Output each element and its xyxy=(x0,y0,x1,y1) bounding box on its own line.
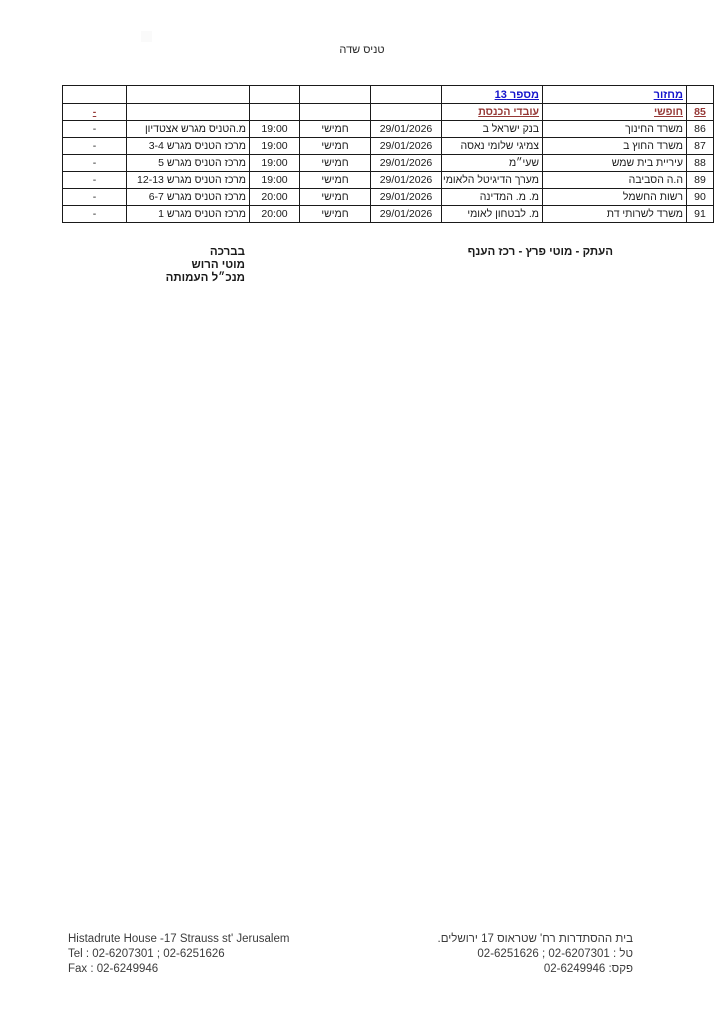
cell-result: - xyxy=(63,206,127,223)
footer-tel-en: Tel : 02-6207301 ; 02-6251626 xyxy=(68,948,225,960)
schedule-table xyxy=(62,85,714,223)
cell-day: חמישי xyxy=(300,155,371,172)
table-row xyxy=(63,155,714,172)
cell-venue: מרכז הטניס מגרש 5 xyxy=(127,155,250,172)
footer-address-en: Histadrute House -17 Strauss st' Jerusalem xyxy=(68,933,290,945)
cell-venue xyxy=(127,104,250,121)
cell-away-team: מ. מ. המדינה xyxy=(442,189,543,206)
footer-tel-he: טל : 02-6207301 ; 02-6251626 xyxy=(477,948,633,960)
cell-home-team: עיריית בית שמש xyxy=(543,155,687,172)
cell-day: חמישי xyxy=(300,172,371,189)
cell-time: 19:00 xyxy=(250,155,300,172)
cell-venue: מרכז הטניס מגרש 6-7 xyxy=(127,189,250,206)
cell-away-team: עובדי הכנסת xyxy=(442,104,543,121)
cell-result: - xyxy=(63,172,127,189)
table-header-row xyxy=(63,86,714,104)
cell-day: חמישי xyxy=(300,189,371,206)
signature-name: מוטי הרוש xyxy=(191,259,245,271)
table-row xyxy=(63,104,714,121)
table-row xyxy=(63,138,714,155)
signature-role: מנכ״ל העמותה xyxy=(165,272,245,284)
header-number-label: מספר 13 xyxy=(442,86,543,104)
table-row xyxy=(63,172,714,189)
cell-date xyxy=(371,104,442,121)
cell-venue: מרכז הטניס מגרש 12-13 xyxy=(127,172,250,189)
cell-day xyxy=(300,104,371,121)
cell-home-team: משרד לשרותי דת xyxy=(543,206,687,223)
footer-english xyxy=(68,932,289,977)
footer-address-he: בית ההסתדרות רח' שטראוס 17 ירושלים. xyxy=(437,933,633,945)
header-cell-empty-num xyxy=(687,86,714,104)
cell-home-team: ה.ה הסביבה xyxy=(543,172,687,189)
cell-match-number: 91 xyxy=(687,206,714,223)
cell-match-number: 87 xyxy=(687,138,714,155)
cell-day: חמישי xyxy=(300,206,371,223)
header-round-label: מחזור xyxy=(543,86,687,104)
cell-result: - xyxy=(63,104,127,121)
cell-venue: מרכז הטניס מגרש 1 xyxy=(127,206,250,223)
cell-date: 29/01/2026 xyxy=(371,155,442,172)
signature-closing: בברכה xyxy=(209,246,245,258)
cell-match-number: 90 xyxy=(687,189,714,206)
cell-date: 29/01/2026 xyxy=(371,138,442,155)
cell-time: 20:00 xyxy=(250,206,300,223)
cell-away-team: צמיגי שלומי נאסה xyxy=(442,138,543,155)
cell-home-team: משרד החינוך xyxy=(543,121,687,138)
cell-home-team: רשות החשמל xyxy=(543,189,687,206)
cell-time: 19:00 xyxy=(250,138,300,155)
header-cell-empty-date xyxy=(371,86,442,104)
cell-match-number: 86 xyxy=(687,121,714,138)
footer-hebrew xyxy=(438,932,633,977)
cell-venue: מ.הטניס מגרש אצטדיון xyxy=(127,121,250,138)
cell-home-team: חופשי xyxy=(543,104,687,121)
cell-time: 19:00 xyxy=(250,121,300,138)
cell-match-number: 89 xyxy=(687,172,714,189)
cell-result: - xyxy=(63,138,127,155)
cell-day: חמישי xyxy=(300,138,371,155)
cell-date: 29/01/2026 xyxy=(371,189,442,206)
cell-date: 29/01/2026 xyxy=(371,172,442,189)
page-title: טניס שדה xyxy=(339,44,385,56)
cell-away-team: שעי״מ xyxy=(442,155,543,172)
cell-time xyxy=(250,104,300,121)
cell-date: 29/01/2026 xyxy=(371,206,442,223)
footer-fax-en: Fax : 02-6249946 xyxy=(68,963,159,975)
cell-away-team: בנק ישראל ב xyxy=(442,121,543,138)
cell-result: - xyxy=(63,121,127,138)
cell-time: 20:00 xyxy=(250,189,300,206)
header-cell-empty-result xyxy=(63,86,127,104)
header-cell-empty-time xyxy=(250,86,300,104)
cell-result: - xyxy=(63,155,127,172)
table-row xyxy=(63,189,714,206)
cell-match-number: 88 xyxy=(687,155,714,172)
cell-result: - xyxy=(63,189,127,206)
cell-day: חמישי xyxy=(300,121,371,138)
signature-block xyxy=(166,246,245,285)
header-cell-empty-day xyxy=(300,86,371,104)
cell-time: 19:00 xyxy=(250,172,300,189)
schedule-table-body xyxy=(63,104,714,223)
cell-date: 29/01/2026 xyxy=(371,121,442,138)
cell-away-team: מערך הדיגיטל הלאומי xyxy=(442,172,543,189)
cell-venue: מרכז הטניס מגרש 3-4 xyxy=(127,138,250,155)
copy-recipient-line: העתק - מוטי פרץ - רכז הענף xyxy=(467,246,613,258)
cell-home-team: משרד החוץ ב xyxy=(543,138,687,155)
scan-artifact xyxy=(141,31,152,42)
header-cell-empty-venue xyxy=(127,86,250,104)
table-row xyxy=(63,206,714,223)
cell-away-team: מ. לבטחון לאומי xyxy=(442,206,543,223)
cell-match-number: 85 xyxy=(687,104,714,121)
table-row xyxy=(63,121,714,138)
footer-fax-he: פקס: 02-6249946 xyxy=(543,963,633,975)
